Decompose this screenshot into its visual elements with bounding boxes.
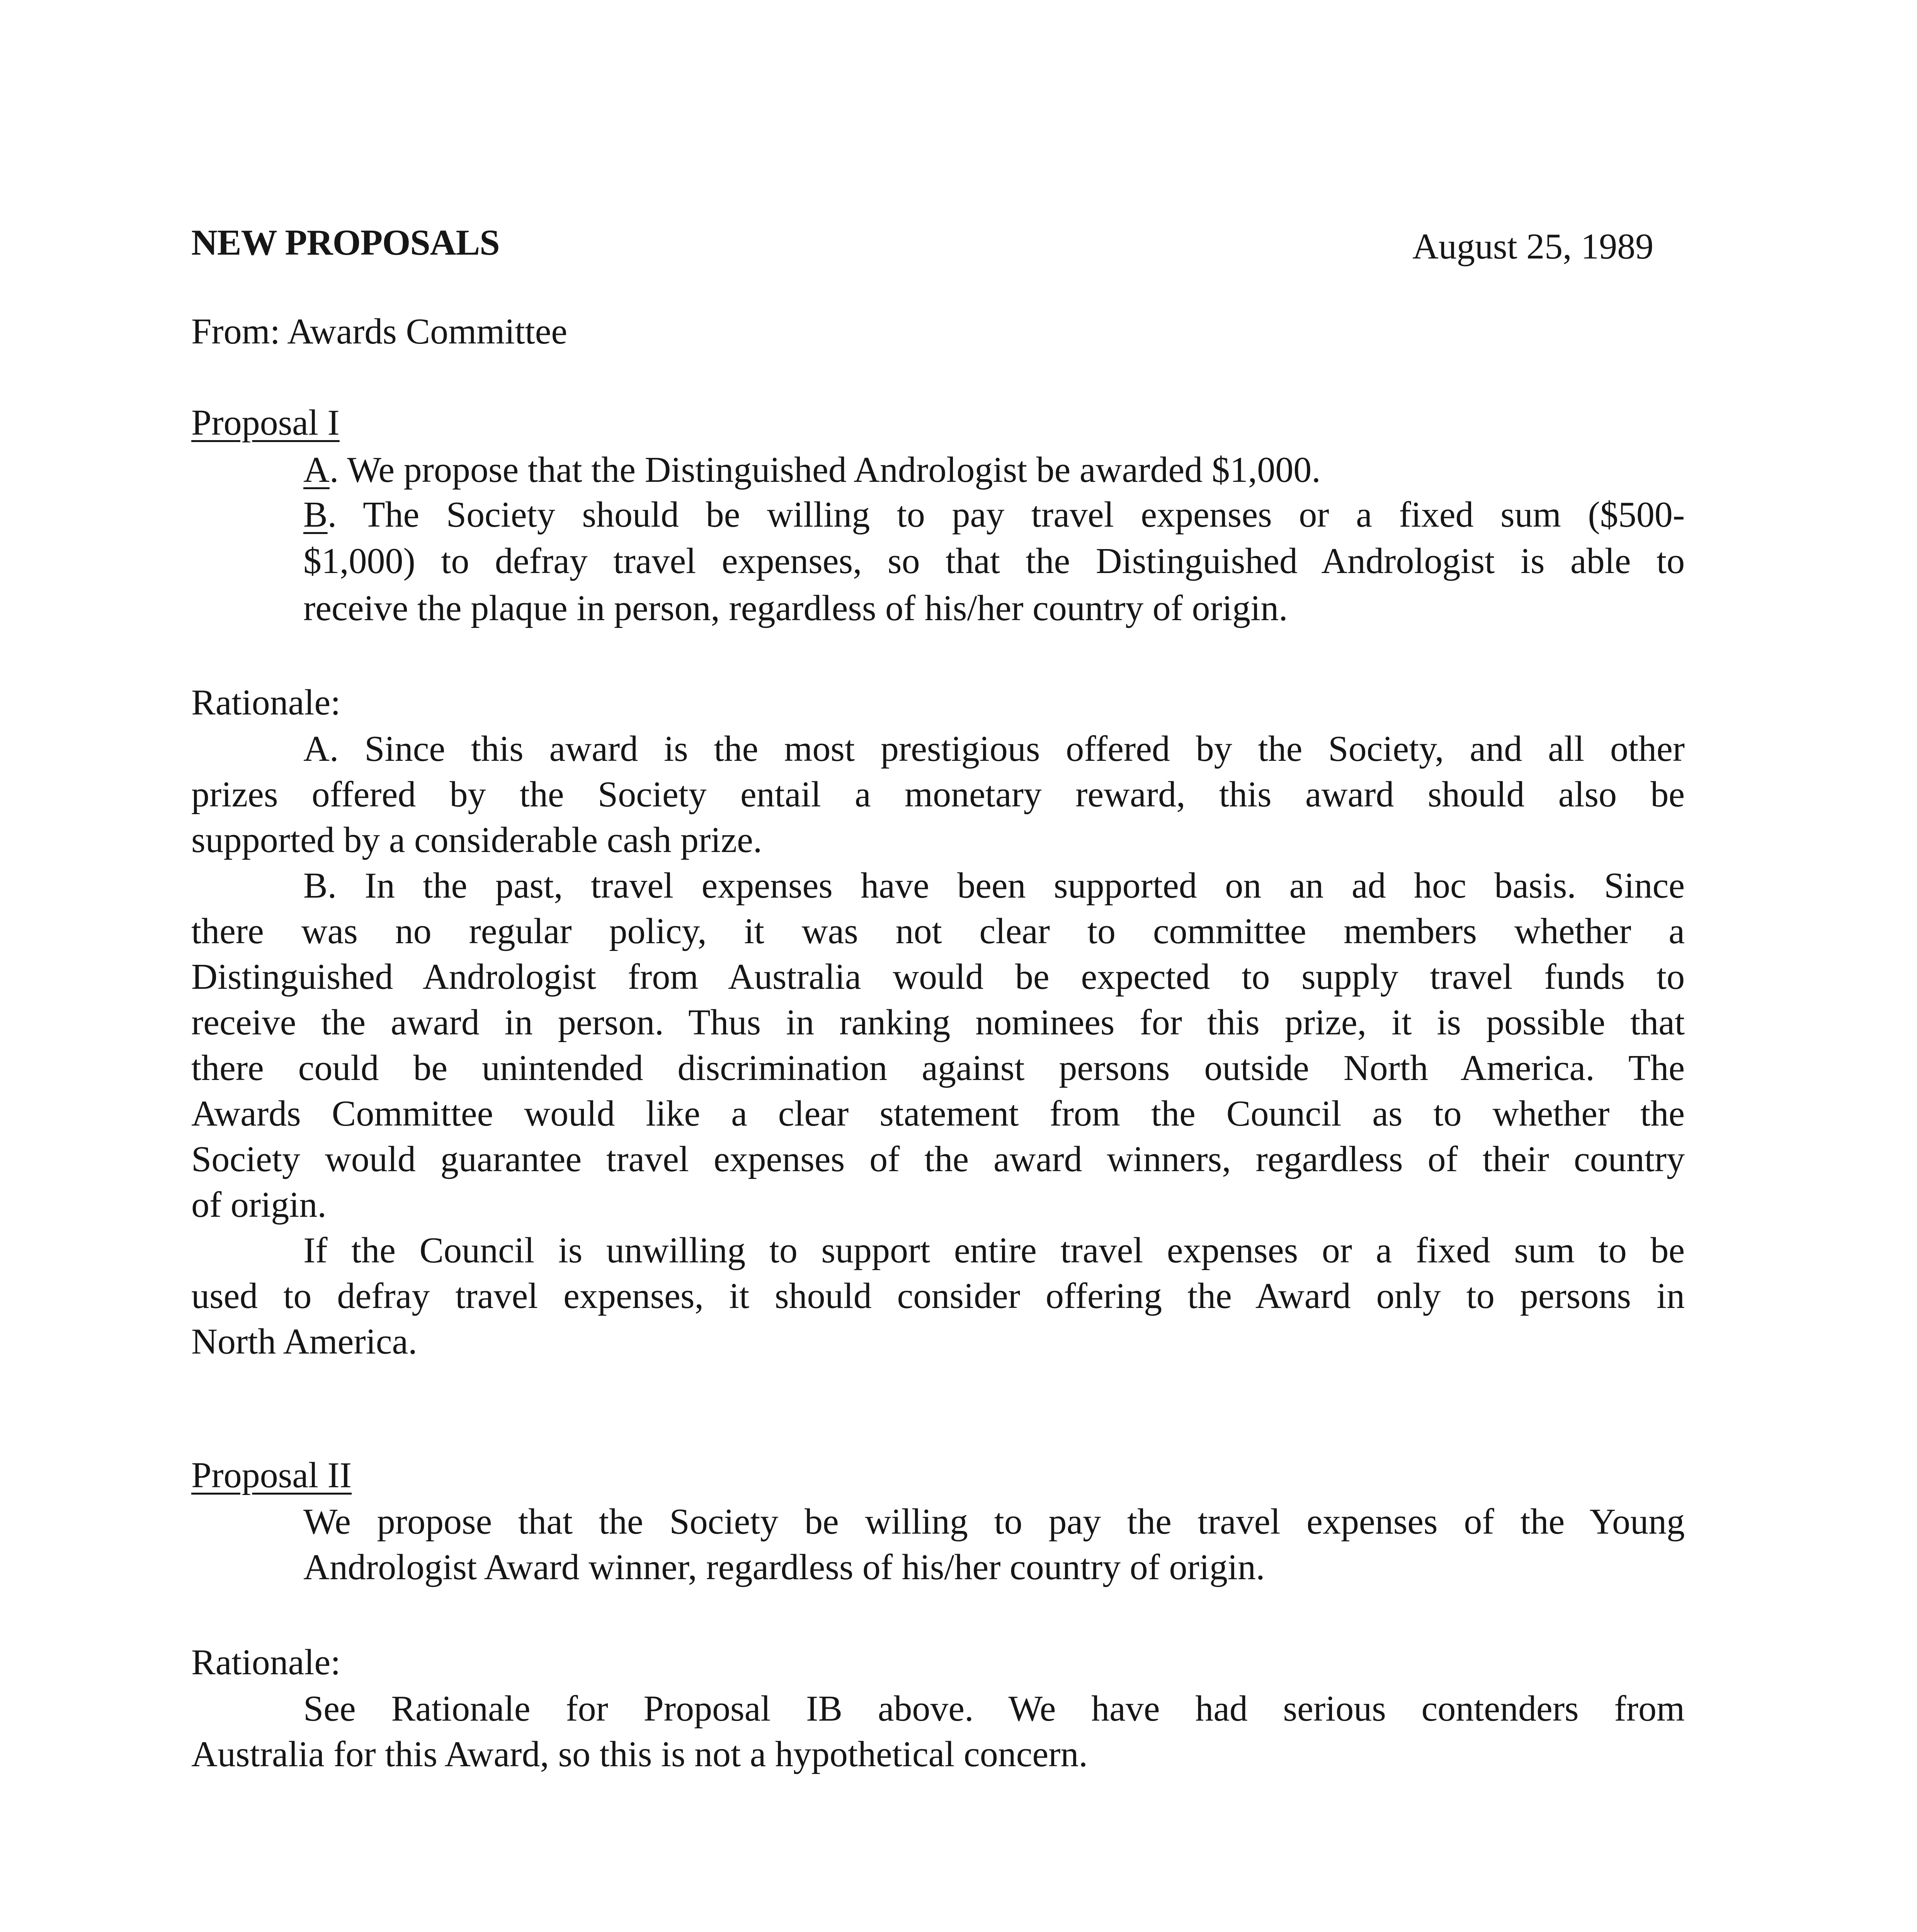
rationale-1-heading: Rationale: [191, 682, 341, 723]
rationale-2-line: See Rationale for Proposal IB above. We have had serious contenders from [303, 1689, 1685, 1729]
proposal-1-item-b-line-2: $1,000) to defray travel expenses, so that the Distinguished Andrologist is able to [303, 541, 1685, 581]
proposal-2-line: We propose that the Society be willing to pay the travel expenses of the Young [303, 1502, 1685, 1542]
rationale-1-b-line: there could be unintended discrimination against persons outside North America. The [191, 1048, 1685, 1088]
proposal-1-item-b-line-1 [303, 493, 1685, 536]
rationale-1-b-line: B. In the past, travel expenses have been supported on an ad hoc basis. Since [303, 866, 1685, 906]
proposal-1-item-a-text: . We propose that the Distinguished Andrologist be awarded $1,000. [329, 450, 1321, 490]
rationale-1-c-line: used to defray travel expenses, it should consider offering the Award only to persons in [191, 1276, 1685, 1316]
rationale-1-a-line: A. Since this award is the most prestigious offered by the Society, and all other [303, 729, 1685, 769]
rationale-1-c-line: North America. [191, 1321, 417, 1362]
from-line: From: Awards Committee [191, 311, 568, 352]
rationale-1-b-line: Society would guarantee travel expenses of the award winners, regardless of their country [191, 1139, 1685, 1179]
proposal-1-item-a [303, 448, 1321, 492]
rationale-1-c-line: If the Council is unwilling to support entire travel expenses or a fixed sum to be [303, 1230, 1685, 1270]
proposal-2-heading: Proposal II [191, 1455, 352, 1495]
rationale-1-b-line: there was no regular policy, it was not clear to committee members whether a [191, 911, 1685, 951]
rationale-1-b-line: of origin. [191, 1185, 327, 1225]
proposal-1-heading: Proposal I [191, 403, 340, 443]
rationale-2-heading: Rationale: [191, 1642, 341, 1682]
rationale-1-b-line: Awards Committee would like a clear statement from the Council as to whether the [191, 1094, 1685, 1134]
rationale-1-a-line: prizes offered by the Society entail a monetary reward, this award should also be [191, 774, 1685, 815]
proposal-1-item-b-text: . The Society should be willing to pay travel expenses or a fixed sum ($500- [327, 495, 1685, 535]
document-date: August 25, 1989 [1412, 226, 1654, 267]
rationale-1-a-line: supported by a considerable cash prize. [191, 820, 762, 860]
proposal-1-item-b-label: B [303, 495, 328, 535]
proposal-2-line: Andrologist Award winner, regardless of his/her country of origin. [303, 1547, 1265, 1587]
document-title: NEW PROPOSALS [191, 223, 500, 263]
proposal-1-item-b-line-3: receive the plaque in person, regardless of his/her country of origin. [303, 588, 1288, 628]
rationale-1-b-line: Distinguished Andrologist from Australia would be expected to supply travel funds to [191, 957, 1685, 997]
proposal-1-item-a-label: A [303, 450, 330, 490]
rationale-1-b-line: receive the award in person. Thus in ranking nominees for this prize, it is possible that [191, 1002, 1685, 1043]
rationale-2-line: Australia for this Award, so this is not a hypothetical concern. [191, 1734, 1088, 1774]
